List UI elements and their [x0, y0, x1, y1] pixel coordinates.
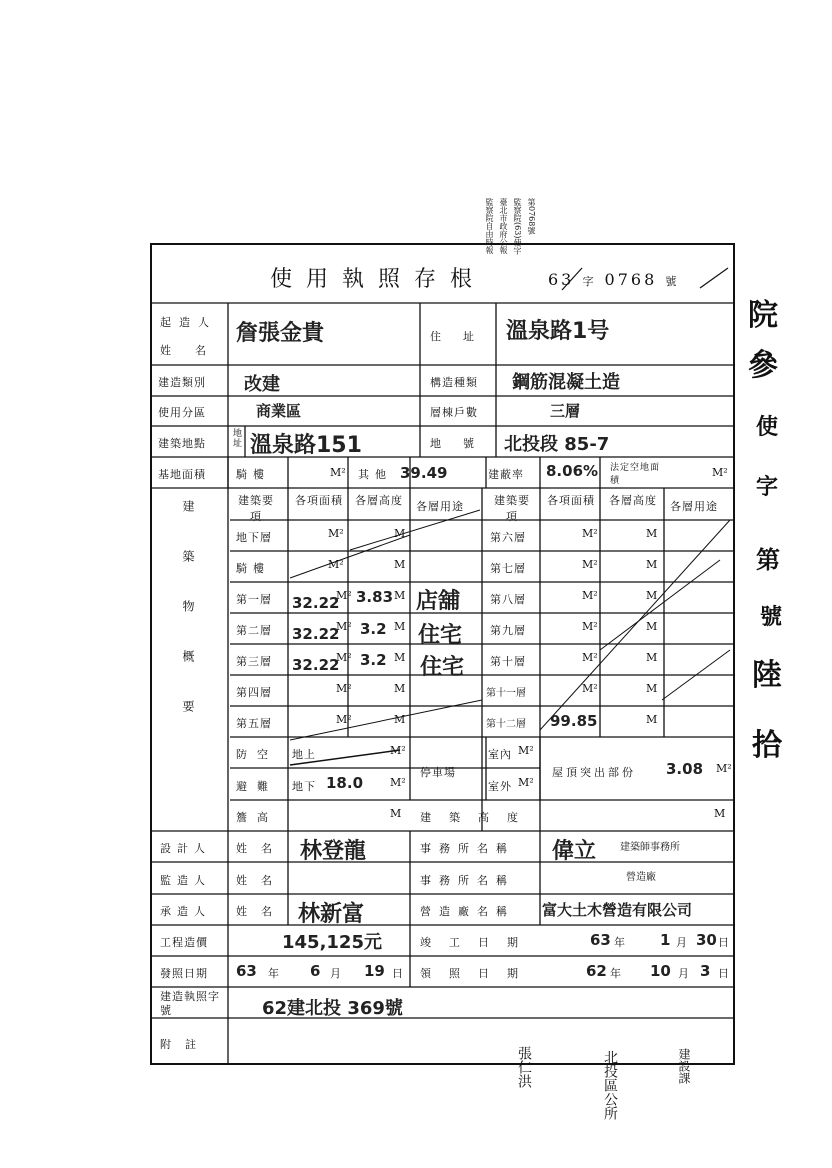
- license-day: 3: [700, 962, 711, 980]
- label-year-1: 年: [614, 936, 626, 949]
- row-f6: 第六層: [490, 531, 526, 544]
- f2-area: 32.22: [292, 625, 340, 643]
- unit-arcade: M²: [330, 466, 346, 479]
- unit-arc-h: M: [394, 558, 406, 571]
- row-f5: 第五層: [236, 717, 272, 730]
- label-name: 姓名: [160, 344, 230, 357]
- label-below: 地下: [292, 780, 316, 793]
- row-f7: 第七層: [490, 562, 526, 575]
- license-month: 10: [650, 962, 671, 980]
- lot-value: 北投段 85-7: [504, 434, 610, 455]
- form-title: 使用執照存根: [270, 267, 487, 292]
- unit-roof: M²: [716, 762, 732, 775]
- f3-area: 32.22: [292, 656, 340, 674]
- bottom-stamp-1: 張仁洪: [516, 1046, 532, 1088]
- label-designer-name: 姓名: [236, 842, 286, 855]
- unit-f5-area: M²: [336, 713, 352, 726]
- label-parking: 停車場: [420, 766, 456, 779]
- label-builder: 起造人: [160, 316, 217, 329]
- label-site-addr: 地址: [231, 428, 241, 448]
- label-permit: 建造執照字號: [160, 990, 220, 1017]
- row-f9: 第九層: [490, 624, 526, 637]
- margin-char-7: 陸: [752, 658, 782, 693]
- col-item-right: 建築要項: [494, 494, 530, 523]
- completion-month: 1: [660, 931, 671, 949]
- unit-f7-area: M²: [582, 558, 598, 571]
- f2-use: 住宅: [418, 623, 463, 648]
- margin-char-4: 字: [756, 475, 779, 500]
- label-site: 建築地點: [158, 437, 206, 450]
- f1-area: 32.22: [292, 594, 340, 612]
- evac-below: 18.0: [326, 774, 364, 792]
- margin-char-3: 使: [756, 415, 779, 440]
- label-supervisor: 監造人: [160, 874, 211, 887]
- unit-bldg-h: M: [714, 807, 726, 820]
- unit-bas-h: M: [394, 527, 406, 540]
- margin-char-1: 院: [748, 298, 778, 333]
- label-eave: 簷高: [236, 811, 278, 824]
- col-area-right: 各項面積: [547, 494, 595, 507]
- other-area: 39.49: [400, 464, 448, 482]
- bottom-stamp-3: 建設課: [677, 1048, 691, 1084]
- unit-f3-area: M²: [336, 651, 352, 664]
- label-build-type: 建造類別: [158, 376, 206, 389]
- unit-f5-h: M: [394, 713, 406, 726]
- col-use-left: 各層用途: [416, 500, 464, 513]
- issue-year: 63: [236, 962, 257, 980]
- unit-bas-area: M²: [328, 527, 344, 540]
- label-day-1: 日: [718, 936, 730, 949]
- serial-number: [548, 270, 679, 289]
- unit-f8-area: M²: [582, 589, 598, 602]
- f1-use: 店舖: [416, 589, 461, 614]
- row-f1: 第一層: [236, 593, 272, 606]
- f2-height: 3.2: [360, 620, 387, 638]
- row-f11: 第十一層: [486, 688, 526, 699]
- unit-f11-area: M²: [582, 682, 598, 695]
- unit-f9-h: M: [646, 620, 658, 633]
- label-site-area: 基地面積: [158, 468, 206, 481]
- cost-value: 145,125元: [282, 932, 382, 953]
- label-arcade: 騎樓: [236, 468, 270, 481]
- unit-f2-h: M: [394, 620, 406, 633]
- label-supervisor-name: 姓名: [236, 874, 286, 887]
- serial-year: 63: [548, 270, 575, 289]
- row-f2: 第二層: [236, 624, 272, 637]
- contractor-name: 林新富: [298, 902, 365, 927]
- label-designer-office: 事務所名稱: [420, 842, 515, 855]
- label-cost: 工程造價: [160, 936, 208, 949]
- label-designer: 設計人: [160, 842, 211, 855]
- label-indoor: 室內: [488, 748, 512, 761]
- label-air-raid: 防空: [236, 748, 278, 761]
- label-month-1: 月: [676, 936, 688, 949]
- margin-char-5: 第: [756, 546, 780, 574]
- row-f10: 第十層: [490, 655, 526, 668]
- row-f12: 第十二層: [486, 719, 526, 730]
- f3-height: 3.2: [360, 651, 387, 669]
- label-license: 領照日期: [420, 967, 536, 980]
- row-f4: 第四層: [236, 686, 272, 699]
- completion-day: 30: [696, 931, 717, 949]
- label-other: 其他: [358, 468, 392, 481]
- factory-stamp: 營造廠: [626, 872, 656, 883]
- builder-name: 詹張金貴: [236, 321, 325, 346]
- unit-f2-area: M²: [336, 620, 352, 633]
- margin-char-6: 號: [760, 605, 783, 630]
- label-coverage: 建蔽率: [488, 468, 524, 481]
- completion-year: 63: [590, 931, 611, 949]
- unit-eave: M: [390, 807, 402, 820]
- label-supervisor-office: 事務所名稱: [420, 874, 515, 887]
- label-address: 住址: [430, 330, 496, 343]
- license-year: 62: [586, 962, 607, 980]
- header-stamp-mid: 臺北市政府公報: [499, 198, 508, 254]
- unit-outdoor: M²: [518, 776, 534, 789]
- unit-f1-h: M: [394, 589, 406, 602]
- unit-indoor: M²: [518, 744, 534, 757]
- unit-above: M²: [390, 744, 406, 757]
- label-issue: 發照日期: [160, 967, 208, 980]
- label-month-3: 月: [678, 967, 690, 980]
- label-roof: 屋頂突出部份: [552, 766, 636, 779]
- unit-f7-h: M: [646, 558, 658, 571]
- unit-f6-h: M: [646, 527, 658, 540]
- label-day-2: 日: [392, 967, 404, 980]
- label-month-2: 月: [330, 967, 342, 980]
- unit-f8-h: M: [646, 589, 658, 602]
- f1-height: 3.83: [356, 588, 394, 606]
- unit-f1-area: M²: [336, 589, 352, 602]
- unit-f4-h: M: [394, 682, 406, 695]
- label-bldg-height: 建築高度: [420, 811, 536, 824]
- structure-value: 鋼筋混凝土造: [512, 372, 620, 393]
- office-stamp: 建築師事務所: [620, 842, 680, 853]
- label-open-space: 法定空地面積: [610, 463, 661, 486]
- label-evacuation: 避難: [236, 780, 278, 793]
- total-area: 99.85: [550, 712, 598, 730]
- f3-use: 住宅: [420, 655, 465, 680]
- label-remarks: 附註: [160, 1038, 210, 1051]
- label-floors-units: 層棟戶數: [430, 406, 478, 419]
- label-structure: 構造種類: [430, 376, 478, 389]
- label-above: 地上: [292, 748, 316, 761]
- designer-name: 林登龍: [300, 839, 367, 864]
- unit-f3-h: M: [394, 651, 406, 664]
- floors-value: 三層: [550, 402, 581, 420]
- row-f8: 第八層: [490, 593, 526, 606]
- label-contractor: 承造人: [160, 905, 211, 918]
- serial-char: 字: [582, 275, 597, 288]
- designer-office: 偉立: [552, 839, 597, 864]
- col-use-right: 各層用途: [670, 500, 718, 513]
- label-year-3: 年: [610, 967, 622, 980]
- header-stamp-left: 監察院自由時報: [485, 198, 494, 254]
- label-day-3: 日: [718, 967, 730, 980]
- contractor-factory: 富大土木營造有限公司: [542, 901, 693, 919]
- permit-value: 62建北投 369號: [262, 998, 403, 1019]
- unit-f12-h: M: [646, 713, 658, 726]
- label-completion: 竣工日期: [420, 936, 536, 949]
- coverage-value: 8.06%: [546, 462, 599, 480]
- zone-value: 商業區: [256, 402, 302, 420]
- label-overview: 建築物概要: [181, 500, 195, 750]
- col-height-right: 各層高度: [609, 494, 657, 507]
- margin-char-8: 拾: [752, 728, 782, 763]
- unit-below: M²: [390, 776, 406, 789]
- header-stamp-d: 第0768號: [527, 198, 536, 235]
- bottom-stamp-2: 北投區公所: [602, 1050, 618, 1120]
- unit-f4-area: M²: [336, 682, 352, 695]
- serial-no: 0768: [604, 270, 658, 289]
- roof-value: 3.08: [666, 760, 704, 778]
- label-outdoor: 室外: [488, 780, 512, 793]
- label-year-2: 年: [268, 967, 280, 980]
- label-lot: 地號: [430, 437, 496, 450]
- unit-arc-area: M²: [328, 558, 344, 571]
- site-value: 溫泉路151: [250, 433, 362, 458]
- unit-f10-area: M²: [582, 651, 598, 664]
- margin-char-2: 參: [748, 348, 778, 383]
- label-contractor-name: 姓名: [236, 905, 286, 918]
- col-height-left: 各層高度: [355, 494, 403, 507]
- row-basement: 地下層: [236, 531, 272, 544]
- row-arcade: 騎樓: [236, 562, 270, 575]
- label-use-zone: 使用分區: [158, 406, 206, 419]
- address-value: 溫泉路1号: [506, 319, 610, 344]
- row-f3: 第三層: [236, 655, 272, 668]
- col-area-left: 各項面積: [295, 494, 343, 507]
- unit-f9-area: M²: [582, 620, 598, 633]
- unit-f11-h: M: [646, 682, 658, 695]
- unit-open: M²: [712, 466, 728, 479]
- header-stamp-c: 監察院(63)使字: [513, 198, 522, 255]
- issue-month: 6: [310, 962, 321, 980]
- unit-f6-area: M²: [582, 527, 598, 540]
- col-item-left: 建築要項: [238, 494, 274, 523]
- serial-suffix: 號: [665, 275, 680, 288]
- label-factory-name: 營造廠名稱: [420, 905, 515, 918]
- unit-f10-h: M: [646, 651, 658, 664]
- build-type-value: 改建: [244, 374, 280, 395]
- issue-day: 19: [364, 962, 385, 980]
